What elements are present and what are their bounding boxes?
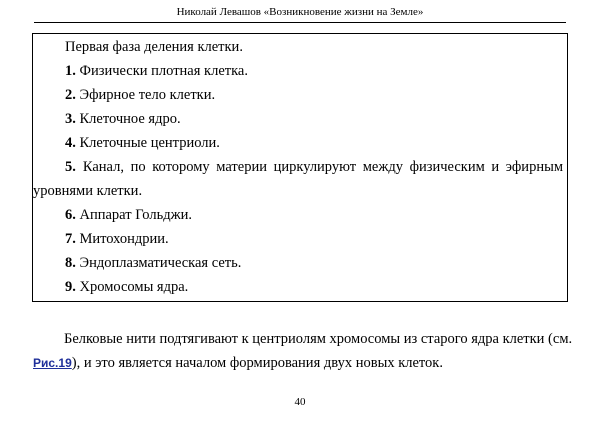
body-paragraph-line-1: Белковые нити подтягивают к центриолям хромосомы из старого ядра клетки (см.	[64, 331, 573, 347]
caption-item-number: 6.	[65, 207, 76, 223]
caption-item-text: Клеточные центриоли.	[79, 135, 220, 151]
caption-item-text: Клеточное ядро.	[79, 111, 181, 127]
caption-item-number: 4.	[65, 135, 76, 151]
caption-item-number: 9.	[65, 279, 76, 295]
caption-item-2	[65, 87, 215, 104]
caption-item-5-line-1	[65, 159, 563, 176]
caption-item-text: Хромосомы ядра.	[79, 279, 189, 295]
caption-item-text: Эндоплазматическая сеть.	[79, 255, 242, 271]
caption-item-4	[65, 135, 220, 152]
caption-item-text: Митохондрии.	[79, 231, 169, 247]
caption-item-9	[65, 279, 188, 296]
caption-item-8	[65, 255, 241, 272]
caption-heading: Первая фаза деления клетки.	[65, 39, 243, 55]
caption-item-number: 8.	[65, 255, 76, 271]
caption-item-6	[65, 207, 192, 224]
caption-item-number: 1.	[65, 63, 76, 79]
body-paragraph-text: ), и это является началом формирования двух новых клеток.	[71, 355, 443, 371]
caption-item-number: 3.	[65, 111, 76, 127]
figure-caption-box	[32, 33, 568, 302]
page-number: 40	[294, 396, 306, 408]
caption-item-number: 5.	[65, 159, 76, 175]
caption-item-5-line-2: уровнями клетки.	[33, 183, 143, 199]
caption-item-number: 2.	[65, 87, 76, 103]
header-divider	[34, 22, 566, 23]
document-header-title: Николай Левашов «Возникновение жизни на Земле»	[176, 6, 424, 18]
caption-item-7	[65, 231, 169, 248]
caption-item-1	[65, 63, 248, 80]
caption-item-3	[65, 111, 181, 128]
caption-item-text: Канал, по которому материи циркулируют между физическим и эфирным	[82, 159, 563, 175]
body-paragraph-line-2	[33, 355, 443, 372]
caption-item-text: Эфирное тело клетки.	[79, 87, 216, 103]
caption-item-text: Аппарат Гольджи.	[79, 207, 192, 223]
caption-item-number: 7.	[65, 231, 76, 247]
caption-item-text: Физически плотная клетка.	[79, 63, 248, 79]
figure-reference-link[interactable]: Рис.19	[33, 356, 72, 370]
